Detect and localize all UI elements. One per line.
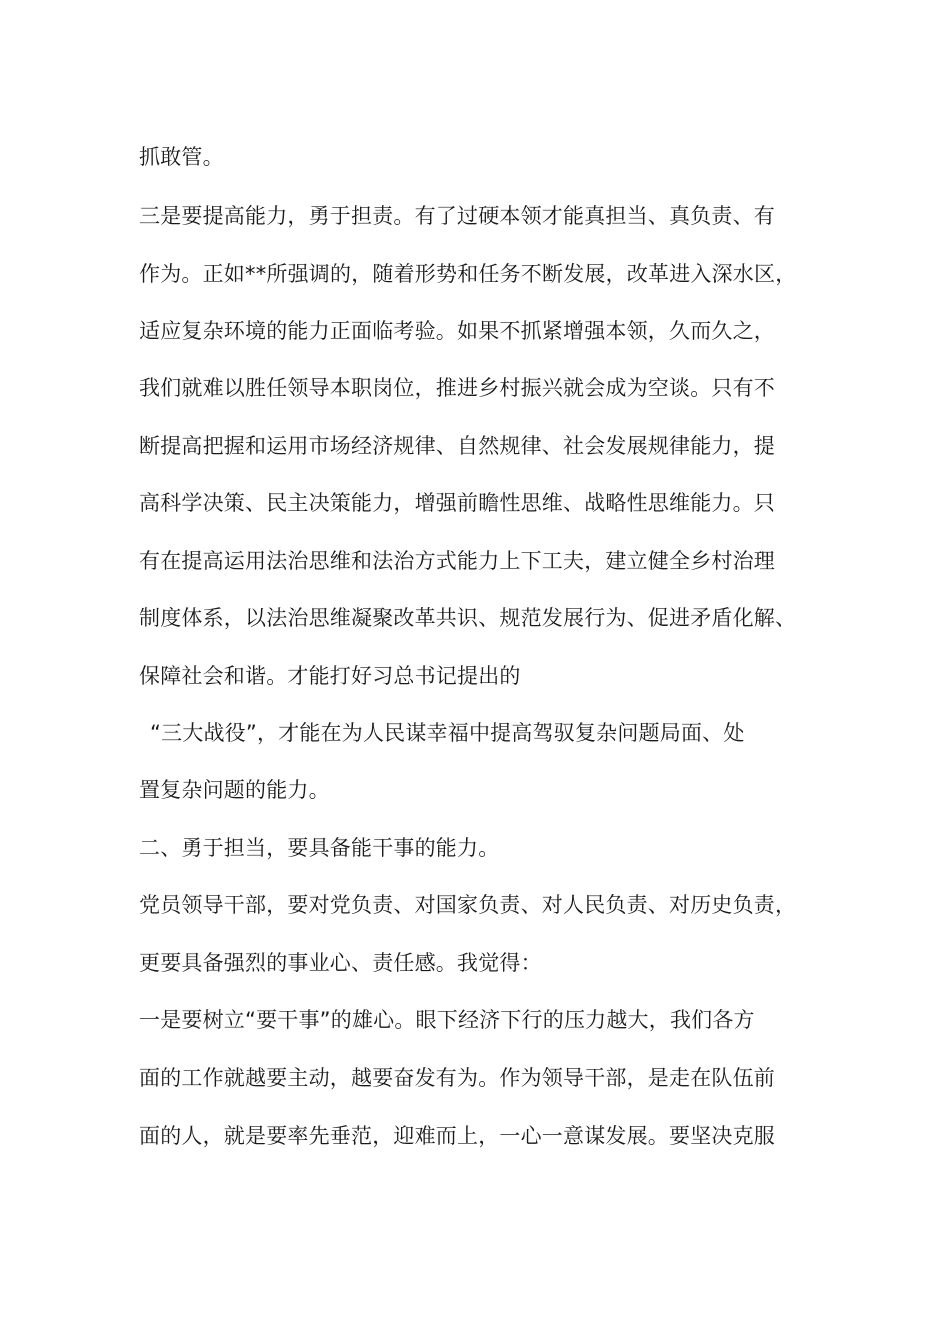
text-line: 断提高把握和运用市场经济规律、自然规律、社会发展规律能力，提	[139, 434, 775, 458]
text-line: 置复杂问题的能力。	[139, 778, 330, 802]
text-line: 一是要树立“要干事”的雄心。眼下经济下行的压力越大，我们各方	[139, 1008, 755, 1032]
text-line: 面的人，就是要率先垂范，迎难而上，一心一意谋发展。要坚决克服	[139, 1124, 775, 1148]
text-line: 高科学决策、民主决策能力，增强前瞻性思维、战略性思维能力。只	[139, 491, 775, 515]
text-line: “三大战役”，才能在为人民谋幸福中提高驾驭复杂问题局面、处	[150, 721, 745, 745]
text-line: 抓敢管。	[139, 145, 224, 169]
text-line: 更要具备强烈的事业心、责任感。我觉得：	[139, 951, 542, 975]
text-line: 保障社会和谐。才能打好习总书记提出的	[139, 664, 521, 688]
text-line: 面的工作就越要主动，越要奋发有为。作为领导干部，是走在队伍前	[139, 1066, 775, 1090]
text-line: 三是要提高能力，勇于担责。有了过硬本领才能真担当、真负责、有	[139, 204, 775, 228]
text-line: 我们就难以胜任领导本职岗位，推进乡村振兴就会成为空谈。只有不	[139, 376, 775, 400]
text-line: 作为。正如**所强调的，随着形势和任务不断发展，改革进入深水区，	[139, 262, 797, 286]
text-line: 制度体系，以法治思维凝聚改革共识、规范发展行为、促进矛盾化解、	[139, 606, 797, 630]
text-line: 有在提高运用法治思维和法治方式能力上下工夫，建立健全乡村治理	[139, 549, 775, 573]
section-heading: 二、勇于担当，要具备能干事的能力。	[139, 836, 500, 860]
text-line: 适应复杂环境的能力正面临考验。如果不抓紧增强本领，久而久之，	[139, 319, 775, 343]
text-line: 党员领导干部，要对党负责、对国家负责、对人民负责、对历史负责，	[139, 893, 797, 917]
